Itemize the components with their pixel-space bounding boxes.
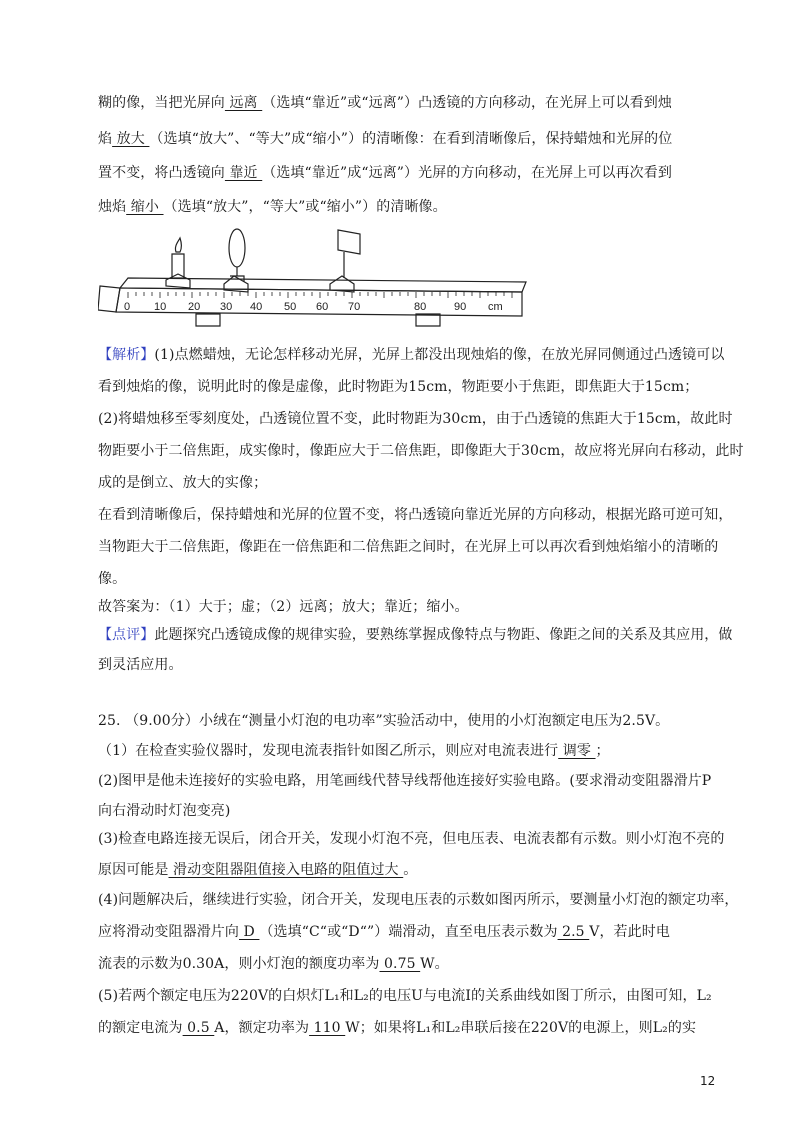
screen-icon [338, 230, 360, 254]
text-line [98, 93, 718, 113]
text: 烛焰 [98, 199, 127, 215]
flame-icon [175, 238, 181, 252]
tick-label: cm [488, 301, 503, 313]
answer-line: 故答案为：（1）大于；虚；（2）远离；放大；靠近；缩小。 [98, 599, 469, 615]
answer-blank: 缩小 [126, 199, 164, 215]
text: 应将滑动变阻器滑片向 [98, 924, 239, 940]
tick-label: 40 [250, 301, 263, 313]
analysis-line: 看到烛焰的像，说明此时的像是虚像，此时物距为15cm，物距要小于焦距，即焦距大于15cm； [98, 379, 699, 395]
answer-blank: 滑动变阻器阻值接入电路的阻值过大 [168, 862, 404, 878]
bench-foot [196, 314, 220, 326]
lens-icon [229, 229, 245, 267]
text: 焰 [98, 131, 113, 147]
candle-holder [166, 274, 190, 288]
tick-label: 60 [316, 301, 329, 313]
text: V，若此时电 [589, 924, 670, 940]
text-line [98, 163, 718, 183]
answer-blank: 0.75 [379, 956, 421, 972]
text: （选填“放大”、“等大”成“缩小”）的清晰像：在看到清晰像后，保持蜡烛和光屏的位 [149, 131, 673, 147]
text: 。 [403, 862, 418, 878]
analysis-line: 物距要小于二倍焦距，成实像时，像距应大于二倍焦距，即像距大于30cm，故应将光屏向右移动，此时 [98, 443, 744, 459]
text: ； [595, 743, 610, 759]
optical-bench-figure [98, 226, 528, 334]
text: （1）在检查实验仪器时，发现电流表指针如图乙所示，则应对电流表进行 [98, 743, 559, 759]
text-line [98, 129, 718, 149]
analysis-line: (2)将蜡烛移至零刻度处，凸透镜位置不变，此时物距为30cm，由于凸透镜的焦距大于15cm，故此时 [98, 411, 733, 427]
question-line: (5)若两个额定电压为220V的白炽灯L₁和L₂的电压U与电流I的关系曲线如图丁所示，由图可知，L₂ [98, 988, 712, 1004]
answer-blank: 2.5 [557, 924, 590, 940]
analysis-line: 在看到清晰像后，保持蜡烛和光屏的位置不变，将凸透镜向靠近光屏的方向移动，根据光路可逆可知， [98, 507, 733, 523]
analysis-line: 成的是倒立、放大的实像； [98, 475, 268, 491]
tick-label: 80 [414, 301, 427, 313]
text: 流表的示数为0.30A，则小灯泡的额度功率为 [98, 956, 380, 972]
answer-blank: 0.5 [182, 1020, 215, 1036]
bench-end [98, 286, 120, 312]
tick-label: 0 [124, 301, 131, 313]
tick-label: 30 [220, 301, 233, 313]
answer-blank: 靠近 [224, 165, 263, 181]
question-line [98, 954, 718, 974]
question-line: (4)问题解决后，继续进行实验，闭合开关，发现电压表的示数如图丙所示，要测量小灯泡的额定功率， [98, 892, 739, 908]
comment-line [98, 625, 733, 645]
question-line: (2)图甲是他未连接好的实验电路，用笔画线代替导线帮他连接好实验电路。(要求滑动变阻器滑片P [98, 773, 712, 789]
analysis-tag: 【解析】 [98, 347, 155, 363]
tick-label: 20 [188, 301, 201, 313]
question-line [98, 922, 718, 942]
question-line [98, 741, 718, 761]
comment-tag: 【点评】 [98, 627, 155, 643]
question-line: 向右滑动时灯泡变亮) [98, 803, 231, 819]
answer-blank: 放大 [112, 131, 150, 147]
text: 此题探究凸透镜成像的规律实验，要熟练掌握成像特点与物距、像距之间的关系及其应用，做 [154, 627, 733, 643]
text: 的额定电流为 [98, 1020, 183, 1036]
question-line [98, 1018, 718, 1038]
text: （选填“靠近”或“远离”）凸透镜的方向移动，在光屏上可以看到烛 [262, 95, 672, 111]
tick-label: 70 [348, 301, 361, 313]
analysis-line: 当物距大于二倍焦距，像距在一倍焦距和二倍焦距之间时，在光屏上可以再次看到烛焰缩小的清晰的 [98, 539, 719, 555]
page-number: 12 [700, 1074, 716, 1088]
question-line [98, 860, 718, 880]
text: 原因可能是 [98, 862, 169, 878]
text: （选填“C“或“D“”）端滑动，直至电压表示数为 [259, 924, 558, 940]
question-line: (3)检查电路连接无误后，闭合开关，发现小灯泡不亮，但电压表、电流表都有示数。则小灯泡不亮的 [98, 831, 725, 847]
analysis-line: 像。 [98, 571, 127, 587]
text: W；如果将L₁和L₂串联后接在220V的电源上，则L₂的实 [345, 1020, 697, 1036]
text: 置不变，将凸透镜向 [98, 165, 225, 181]
tick-label: 90 [454, 301, 467, 313]
answer-blank: 调零 [558, 743, 596, 759]
tick-label: 10 [154, 301, 167, 313]
answer-blank: 远离 [224, 95, 263, 111]
bench-foot [416, 314, 440, 326]
question-heading: 25. （9.00分）小绒在“测量小灯泡的电功率”实验活动中，使用的小灯泡额定电压为2.5V。 [98, 713, 670, 729]
comment-line: 到灵活应用。 [98, 657, 183, 673]
text: A，额定功率为 [214, 1020, 310, 1036]
text: W。 [420, 956, 449, 972]
answer-blank: D [239, 924, 260, 940]
text-line [98, 197, 718, 217]
answer-blank: 110 [309, 1020, 346, 1036]
text: （选填“靠近”成“远离”）光屏的方向移动，在光屏上可以再次看到 [262, 165, 672, 181]
text: 糊的像，当把光屏向 [98, 95, 225, 111]
text: (1)点燃蜡烛，无论怎样移动光屏，光屏上都没出现烛焰的像，在放光屏同侧通过凸透镜可以 [154, 347, 725, 363]
analysis-line [98, 345, 725, 365]
text: （选填“放大”，“等大”或“缩小”）的清晰像。 [163, 199, 447, 215]
tick-label: 50 [284, 301, 297, 313]
